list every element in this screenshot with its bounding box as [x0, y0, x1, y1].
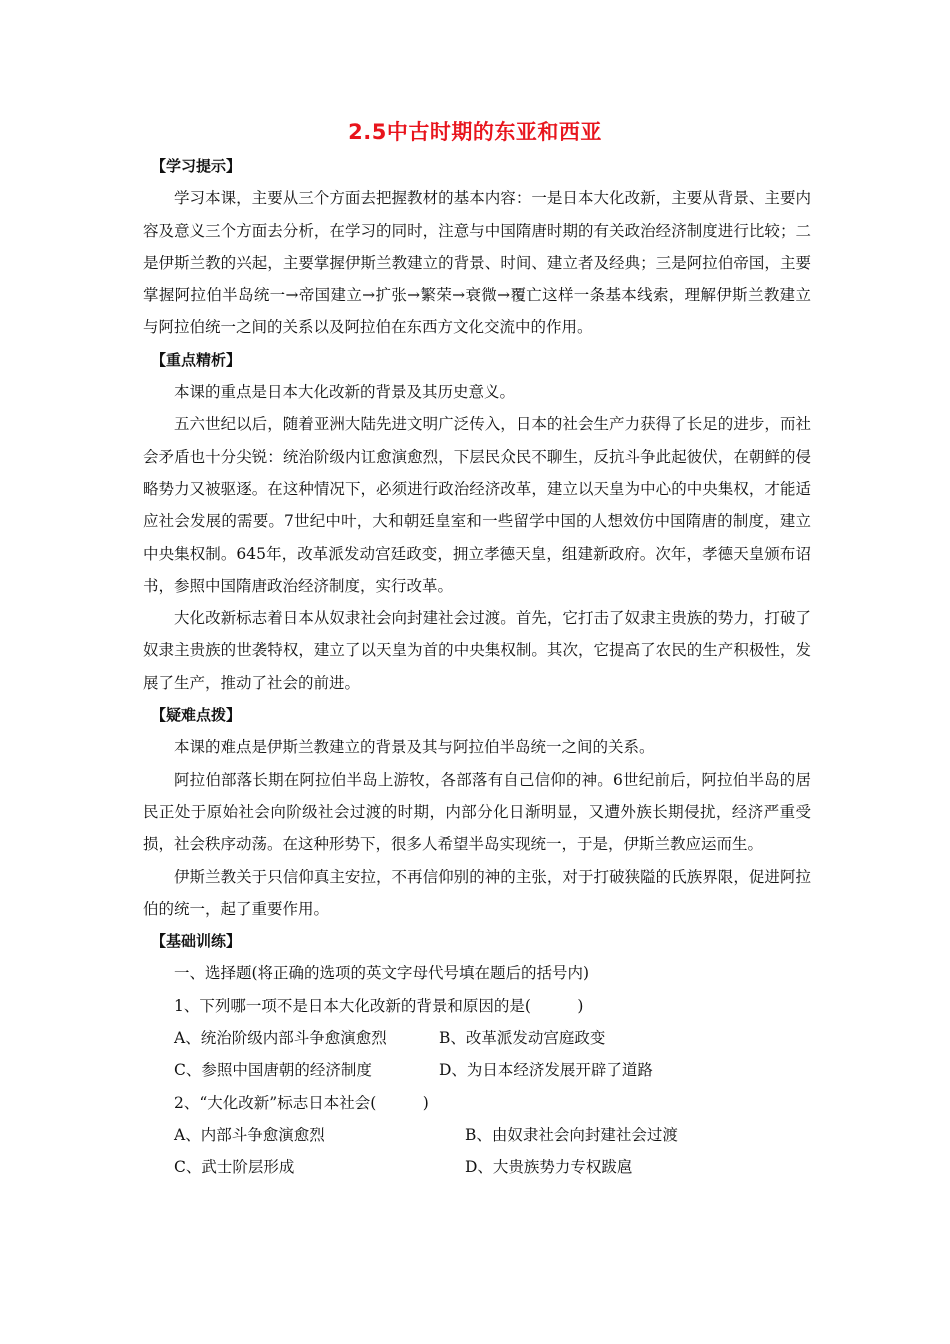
question-1-option-d: D、为日本经济发展开辟了道路: [439, 1061, 653, 1080]
training-heading: 【基础训练】: [151, 932, 242, 951]
tips-heading: 【学习提示】: [151, 157, 242, 175]
key-paragraph-1: 本课的重点是日本大化改新的背景及其历史意义。: [174, 383, 516, 402]
question-1-option-b: B、改革派发动宫庭政变: [439, 1029, 606, 1048]
question-2-option-a: A、内部斗争愈演愈烈: [174, 1125, 325, 1144]
question-2-options-row-1: [143, 1119, 811, 1151]
question-2-stem: 2、“大化改新”标志日本社会( ): [174, 1093, 429, 1112]
question-1-options-row-1: [143, 1022, 811, 1054]
question-2-option-d: D、大贵族势力专权跋扈: [465, 1158, 633, 1177]
question-2-options-row-2: [143, 1151, 811, 1183]
difficult-heading: 【疑难点拨】: [151, 706, 242, 725]
difficult-paragraph-3: 伊斯兰教关于只信仰真主安拉，不再信仰别的神的主张，对于打破狭隘的氏族界限，促进阿拉伯的统一，起了重要作用。: [143, 867, 811, 918]
question-1-options-row-2: [143, 1054, 811, 1086]
lesson-body: [143, 150, 811, 1184]
lesson-title: 2.5中古时期的东亚和西亚: [348, 120, 602, 144]
key-paragraph-2: 五六世纪以后，随着亚洲大陆先进文明广泛传入，日本的社会生产力获得了长足的进步，而社会矛盾也十分尖锐：统治阶级内讧愈演愈烈，下层民众民不聊生，反抗斗争此起彼伏，在朝鲜的侵略势力又被驱逐。在这种情况下，必须进行政治经济改革，建立以天皇为中心的中央集权，才能适应社会发展的需要。7世纪中叶，大和朝廷皇室和一些留学中国的人想效仿中国隋唐的制度，建立中央集权制。645年，改革派发动宫廷政变，拥立孝德天皇，组建新政府。次年，孝德天皇颁布诏书，参照中国隋唐政治经济制度，实行改革。: [143, 415, 811, 595]
difficult-paragraph-2: 阿拉伯部落长期在阿拉伯半岛上游牧，各部落有自己信仰的神。6世纪前后，阿拉伯半岛的居民正处于原始社会向阶级社会过渡的时期，内部分化日渐明显，又遭外族长期侵扰，经济严重受损，社会秩序动荡。在这种形势下，很多人希望半岛实现统一，于是，伊斯兰教应运而生。: [143, 770, 811, 854]
question-2-option-b: B、由奴隶社会向封建社会过渡: [465, 1125, 678, 1144]
training-instruction: 一、选择题(将正确的选项的英文字母代号填在题后的括号内): [174, 964, 590, 983]
difficult-paragraph-1: 本课的难点是伊斯兰教建立的背景及其与阿拉伯半岛统一之间的关系。: [174, 738, 655, 757]
question-1-option-c: C、参照中国唐朝的经济制度: [174, 1061, 372, 1080]
key-heading: 【重点精析】: [151, 350, 242, 369]
question-1-option-a: A、统治阶级内部斗争愈演愈烈: [174, 1029, 387, 1048]
question-1-stem: 1、下列哪一项不是日本大化改新的背景和原因的是( ): [174, 996, 584, 1015]
key-paragraph-3: 大化改新标志着日本从奴隶社会向封建社会过渡。首先，它打击了奴隶主贵族的势力，打破了奴隶主贵族的世袭特权，建立了以天皇为首的中央集权制。其次，它提高了农民的生产积极性，发展了生产，推动了社会的前进。: [143, 609, 811, 692]
question-2-option-c: C、武士阶层形成: [174, 1158, 295, 1177]
tips-paragraph: 学习本课，主要从三个方面去把握教材的基本内容：一是日本大化改新，主要从背景、主要内容及意义三个方面去分析，在学习的同时，注意与中国隋唐时期的有关政治经济制度进行比较；二是伊斯兰教的兴起，主要掌握伊斯兰教建立的背景、时间、建立者及经典；三是阿拉伯帝国，主要掌握阿拉伯半岛统一→帝国建立→扩张→繁荣→衰微→覆亡这样一条基本线索，理解伊斯兰教建立与阿拉伯统一之间的关系以及阿拉伯在东西方文化交流中的作用。: [143, 189, 811, 337]
